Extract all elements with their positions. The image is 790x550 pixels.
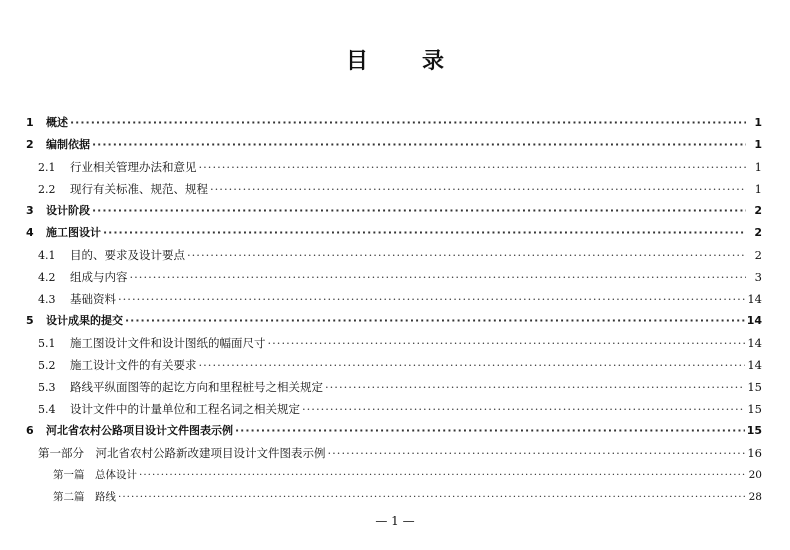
toc-entry-number: 4.1 (38, 249, 56, 262)
toc-entry-page: 2 (754, 226, 762, 239)
toc-entry-page: 3 (754, 270, 762, 284)
dot-leader (92, 200, 746, 222)
toc-entry[interactable] (26, 376, 762, 398)
toc-entry-title: 组成与内容 (70, 270, 128, 284)
dot-leader (187, 244, 746, 266)
toc-entry-title: 河北省农村公路项目设计文件图表示例 (46, 424, 233, 437)
toc-entry[interactable] (26, 112, 762, 134)
toc-entry-number: 5.1 (38, 337, 56, 350)
toc-entry-number: 4.2 (38, 271, 56, 284)
toc-entry-title: 设计成果的提交 (46, 314, 123, 327)
dot-leader (70, 112, 746, 134)
toc-entry-number: 3 (26, 204, 34, 217)
toc-entry-number: 4.3 (38, 293, 56, 306)
toc-entry[interactable] (26, 310, 762, 332)
toc-entry[interactable] (26, 134, 762, 156)
title-char-2: 录 (422, 49, 445, 74)
dot-leader (199, 354, 746, 376)
dot-leader (130, 266, 747, 288)
toc-entry-page: 1 (754, 138, 762, 151)
toc-entry-page: 1 (754, 116, 762, 129)
toc-entry[interactable] (26, 420, 762, 442)
toc-entry-page: 15 (746, 424, 762, 437)
toc-entry[interactable] (26, 486, 762, 508)
toc-entry-number: 2.2 (38, 183, 56, 196)
toc-entry-number: 2.1 (38, 161, 56, 174)
page-number: — 1 — (375, 514, 415, 528)
toc-entry-title: 第一篇 总体设计 (53, 469, 137, 481)
page-title (0, 44, 790, 75)
dot-leader (118, 288, 745, 310)
toc-entry-title: 基础资料 (70, 292, 116, 306)
dot-leader (302, 398, 745, 420)
dot-leader (210, 178, 746, 200)
toc-entry[interactable] (26, 442, 762, 464)
toc-entry[interactable] (26, 464, 762, 486)
toc-entry[interactable] (26, 200, 762, 222)
toc-entry-number: 6 (26, 424, 34, 437)
toc-entry-page: 20 (748, 469, 762, 481)
dot-leader (118, 486, 746, 508)
toc-entry-number: 2 (26, 138, 34, 151)
toc-entry-title: 概述 (46, 116, 68, 129)
toc-entry[interactable] (26, 222, 762, 244)
dot-leader (328, 442, 746, 464)
table-of-contents (26, 112, 762, 508)
toc-entry-title: 现行有关标准、规范、规程 (70, 182, 208, 196)
toc-entry-title: 第二篇 路线 (53, 491, 116, 503)
toc-entry-page: 14 (746, 314, 762, 327)
toc-entry-page: 2 (754, 248, 762, 262)
toc-entry-title: 设计文件中的计量单位和工程名词之相关规定 (70, 402, 300, 416)
toc-entry-page: 14 (747, 292, 762, 306)
toc-entry-title: 施工图设计 (46, 226, 101, 239)
toc-entry-number: 4 (26, 226, 34, 239)
toc-entry[interactable] (26, 178, 762, 200)
toc-entry-number: 5 (26, 314, 34, 327)
toc-entry-page: 1 (754, 160, 762, 174)
toc-entry-page: 2 (754, 204, 762, 217)
toc-entry-page: 15 (747, 380, 762, 394)
toc-entry-page: 16 (747, 446, 762, 460)
dot-leader (103, 222, 746, 244)
dot-leader (139, 464, 746, 486)
toc-entry[interactable] (26, 156, 762, 178)
dot-leader (199, 156, 747, 178)
toc-entry-page: 15 (747, 402, 762, 416)
toc-entry-title: 设计阶段 (46, 204, 90, 217)
toc-entry-number: 5.4 (38, 403, 56, 416)
toc-entry-page: 14 (747, 336, 762, 350)
toc-entry-title: 行业相关管理办法和意见 (70, 160, 197, 174)
toc-entry-title: 路线平纵面图等的起讫方向和里程桩号之相关规定 (70, 380, 323, 394)
dot-leader (235, 420, 745, 442)
toc-entry[interactable] (26, 398, 762, 420)
toc-entry[interactable] (26, 332, 762, 354)
toc-entry[interactable] (26, 354, 762, 376)
toc-entry[interactable] (26, 288, 762, 310)
dot-leader (92, 134, 746, 156)
toc-entry-title: 施工图设计文件和设计图纸的幅面尺寸 (70, 336, 266, 350)
toc-entry-title: 编制依据 (46, 138, 90, 151)
toc-entry-page: 14 (747, 358, 762, 372)
toc-entry-title: 施工设计文件的有关要求 (70, 358, 197, 372)
dot-leader (325, 376, 745, 398)
toc-entry-title: 目的、要求及设计要点 (70, 248, 185, 262)
toc-entry[interactable] (26, 266, 762, 288)
toc-entry-title: 第一部分 河北省农村公路新改建项目设计文件图表示例 (38, 446, 326, 460)
toc-entry-number: 5.2 (38, 359, 56, 372)
toc-entry-page: 1 (754, 182, 762, 196)
toc-entry-page: 28 (748, 491, 762, 503)
toc-entry-number: 1 (26, 116, 34, 129)
toc-entry-number: 5.3 (38, 381, 56, 394)
toc-entry[interactable] (26, 244, 762, 266)
dot-leader (125, 310, 745, 332)
dot-leader (268, 332, 746, 354)
title-char-1: 目 (345, 49, 368, 74)
